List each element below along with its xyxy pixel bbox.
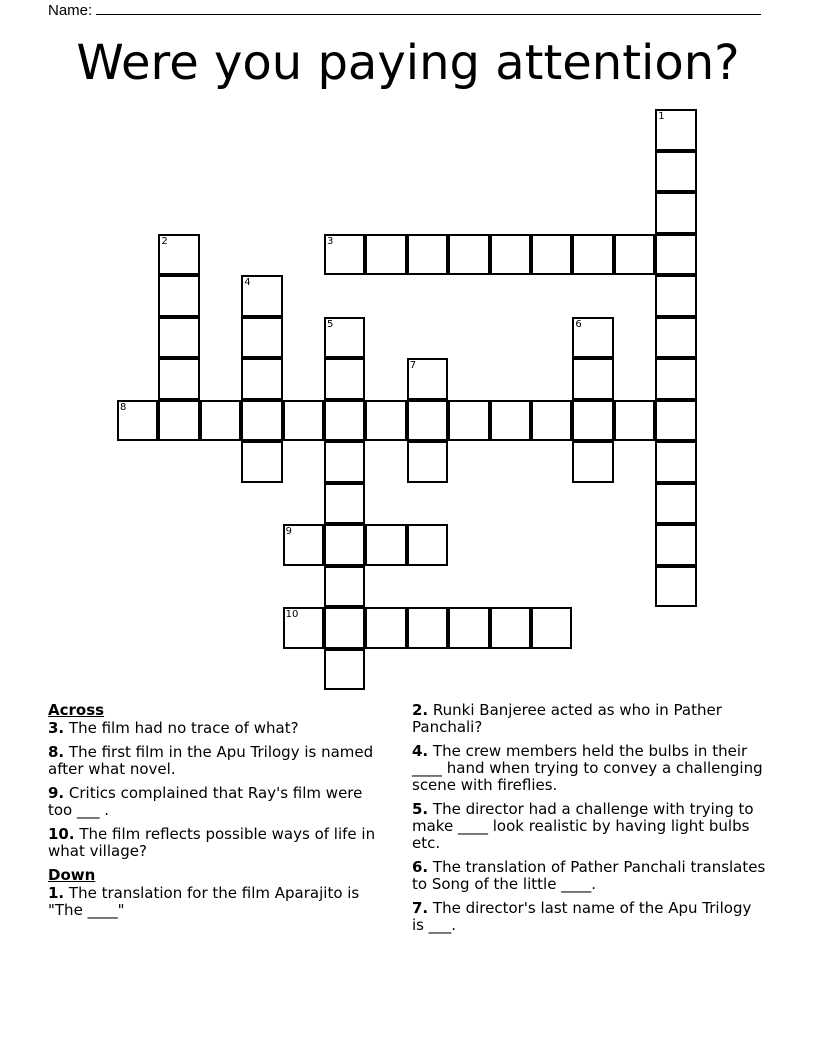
grid-cell[interactable] <box>490 400 531 442</box>
grid-cell[interactable] <box>324 483 365 525</box>
grid-cell[interactable] <box>655 400 696 442</box>
grid-cell[interactable] <box>655 441 696 483</box>
grid-cell[interactable] <box>614 234 655 276</box>
grid-cell[interactable] <box>531 234 572 276</box>
clue-across-3: 3. The film had no trace of what? <box>48 719 299 737</box>
clue-down-5: 5. The director had a challenge with trying to make ____ look realistic by having light bulbs etc. <box>412 800 754 852</box>
grid-cell[interactable] <box>531 400 572 442</box>
clue-down-2: 2. Runki Banjeree acted as who in Pather Panchali? <box>412 701 722 736</box>
clue-number: 1 <box>658 111 665 122</box>
grid-cell[interactable] <box>407 607 448 649</box>
clue-number: 3 <box>327 235 334 247</box>
grid-cell[interactable] <box>655 317 696 359</box>
grid-cell[interactable] <box>655 109 696 151</box>
grid-cell[interactable] <box>407 524 448 566</box>
grid-cell[interactable] <box>572 441 613 483</box>
grid-cell[interactable] <box>655 566 696 608</box>
grid-cell[interactable] <box>158 317 199 359</box>
grid-cell[interactable] <box>283 607 324 649</box>
grid-cell[interactable] <box>407 441 448 483</box>
grid-cell[interactable] <box>158 358 199 400</box>
clue-down-1: 1. The translation for the film Aparajito is "The ____" <box>48 884 360 919</box>
grid-cell[interactable] <box>572 234 613 276</box>
grid-cell[interactable] <box>655 524 696 566</box>
clue-down-7: 7. The director's last name of the Apu Trilogy is ___. <box>412 899 752 934</box>
grid-cell[interactable] <box>117 400 158 442</box>
grid-cell[interactable] <box>490 607 531 649</box>
grid-cell[interactable] <box>655 358 696 400</box>
grid-cell[interactable] <box>407 358 448 400</box>
clue-across-10: 10. The film reflects possible ways of life in what village? <box>48 825 376 860</box>
grid-cell[interactable] <box>531 607 572 649</box>
grid-cell[interactable] <box>158 275 199 317</box>
grid-cell[interactable] <box>158 400 199 442</box>
grid-cell[interactable] <box>324 358 365 400</box>
clue-number: 2 <box>161 235 168 247</box>
clue-down-6: 6. The translation of Pather Panchali translates to Song of the little ____. <box>412 858 766 893</box>
clue-number: 8 <box>120 401 127 413</box>
clue-number: 5 <box>327 318 334 330</box>
clue-number: 9 <box>285 526 292 537</box>
clue-number: 10 <box>285 609 299 620</box>
grid-cell[interactable] <box>614 400 655 442</box>
grid-cell[interactable] <box>572 317 613 359</box>
grid-cell[interactable] <box>655 483 696 525</box>
grid-cell[interactable] <box>324 607 365 649</box>
grid-cell[interactable] <box>200 400 241 442</box>
grid-cell[interactable] <box>324 317 365 359</box>
grid-cell[interactable] <box>241 358 282 400</box>
clue-across-8: 8. The first film in the Apu Trilogy is named after what novel. <box>48 743 374 778</box>
grid-cell[interactable] <box>655 234 696 276</box>
grid-cell[interactable] <box>158 234 199 276</box>
down-heading: Down <box>48 866 96 884</box>
grid-cell[interactable] <box>365 607 406 649</box>
grid-cell[interactable] <box>324 524 365 566</box>
grid-cell[interactable] <box>655 192 696 234</box>
clue-number: 7 <box>409 360 417 371</box>
clue-down-4: 4. The crew members held the bulbs in their ____ hand when trying to convey a challenging scene with fireflies. <box>412 742 763 794</box>
grid-cell[interactable] <box>241 317 282 359</box>
grid-cell[interactable] <box>324 441 365 483</box>
grid-cell[interactable] <box>572 400 613 442</box>
grid-cell[interactable] <box>324 234 365 276</box>
grid-cell[interactable] <box>241 441 282 483</box>
grid-cell[interactable] <box>407 400 448 442</box>
grid-cell[interactable] <box>324 566 365 608</box>
grid-cell[interactable] <box>365 524 406 566</box>
grid-cell[interactable] <box>448 400 489 442</box>
grid-cell[interactable] <box>241 400 282 442</box>
grid-cell[interactable] <box>365 400 406 442</box>
page-title: Were you paying attention? <box>76 35 740 91</box>
clues-right-column <box>412 702 767 941</box>
grid-cell[interactable] <box>490 234 531 276</box>
grid-cell[interactable] <box>283 400 324 442</box>
clue-number: 4 <box>244 277 251 288</box>
grid-cell[interactable] <box>655 151 696 193</box>
name-label: Name: <box>48 2 93 19</box>
grid-cell[interactable] <box>448 607 489 649</box>
grid-cell[interactable] <box>283 524 324 566</box>
across-heading: Across <box>48 701 105 719</box>
grid-cell[interactable] <box>572 358 613 400</box>
grid-cell[interactable] <box>448 234 489 276</box>
clues-left-column <box>48 702 378 926</box>
grid-cell[interactable] <box>407 234 448 276</box>
grid-cell[interactable] <box>655 275 696 317</box>
clue-number: 6 <box>575 318 582 330</box>
grid-cell[interactable] <box>324 400 365 442</box>
grid-cell[interactable] <box>324 649 365 691</box>
grid-cell[interactable] <box>365 234 406 276</box>
grid-cell[interactable] <box>241 275 282 317</box>
clue-across-9: 9. Critics complained that Ray's film were too ___ . <box>48 784 363 819</box>
